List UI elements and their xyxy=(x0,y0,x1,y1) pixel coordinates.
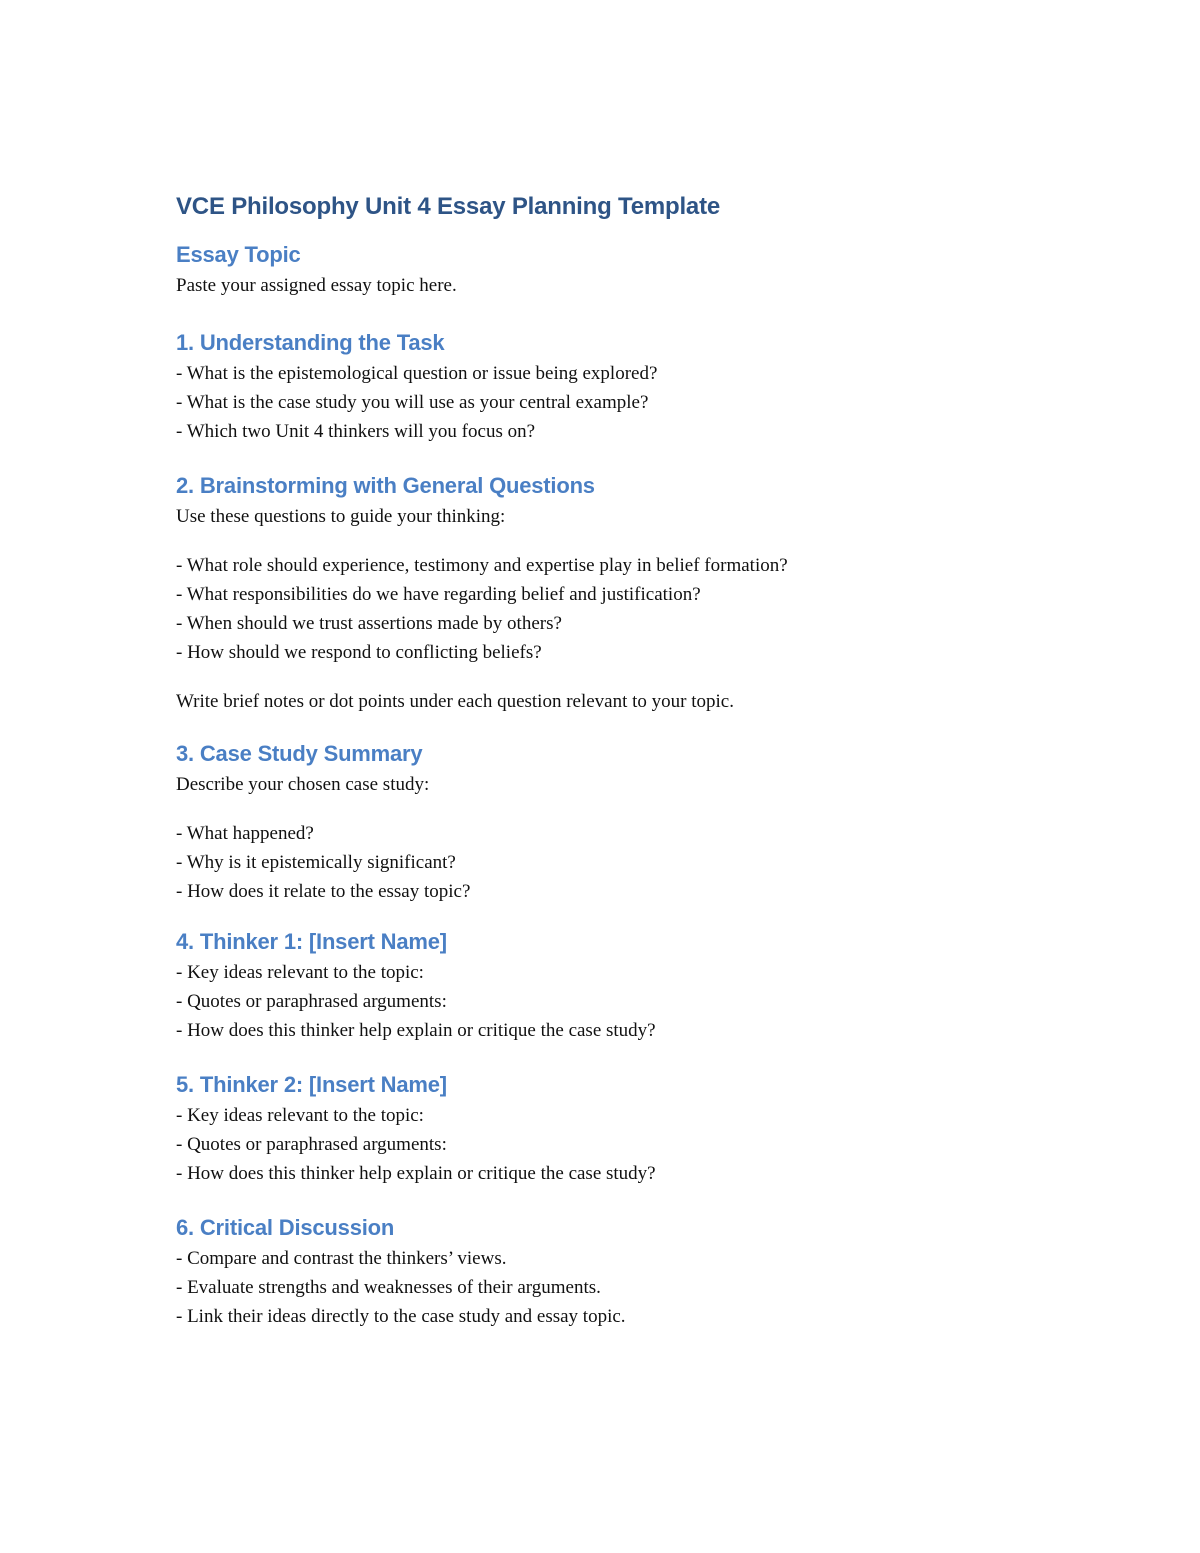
list-item: - What is the epistemological question or issue being explored? xyxy=(176,363,658,384)
list-item: - Quotes or paraphrased arguments: xyxy=(176,1134,447,1155)
list-item: - How should we respond to conflicting beliefs? xyxy=(176,642,542,663)
section-2-intro: Use these questions to guide your thinking: xyxy=(176,506,506,527)
list-item: - How does it relate to the essay topic? xyxy=(176,881,471,902)
section-2-note: Write brief notes or dot points under each question relevant to your topic. xyxy=(176,691,734,712)
section-2-list xyxy=(176,551,1036,667)
section-3-list xyxy=(176,819,1036,906)
section-3-intro: Describe your chosen case study: xyxy=(176,774,430,795)
list-item: - Key ideas relevant to the topic: xyxy=(176,962,424,983)
section-1-heading: 1. Understanding the Task xyxy=(176,330,445,355)
section-5-list xyxy=(176,1101,1036,1188)
list-item: - Link their ideas directly to the case study and essay topic. xyxy=(176,1306,626,1327)
list-item: - How does this thinker help explain or critique the case study? xyxy=(176,1020,656,1041)
list-item: - Compare and contrast the thinkers’ views. xyxy=(176,1248,507,1269)
section-4-list xyxy=(176,958,1036,1045)
section-2-heading: 2. Brainstorming with General Questions xyxy=(176,473,595,498)
list-item: - When should we trust assertions made by others? xyxy=(176,613,562,634)
list-item: - What is the case study you will use as your central example? xyxy=(176,392,649,413)
section-6-list xyxy=(176,1244,1036,1331)
list-item: - What happened? xyxy=(176,823,314,844)
section-6-heading: 6. Critical Discussion xyxy=(176,1215,395,1240)
list-item: - What role should experience, testimony and expertise play in belief formation? xyxy=(176,555,788,576)
section-5-heading: 5. Thinker 2: [Insert Name] xyxy=(176,1072,447,1097)
section-3-heading: 3. Case Study Summary xyxy=(176,741,423,766)
list-item: - Key ideas relevant to the topic: xyxy=(176,1105,424,1126)
list-item: - How does this thinker help explain or critique the case study? xyxy=(176,1163,656,1184)
list-item: - Why is it epistemically significant? xyxy=(176,852,456,873)
list-item: - Evaluate strengths and weaknesses of their arguments. xyxy=(176,1277,601,1298)
list-item: - Which two Unit 4 thinkers will you focus on? xyxy=(176,421,536,442)
section-1-list xyxy=(176,359,1036,446)
essay-topic-heading: Essay Topic xyxy=(176,242,301,267)
essay-topic-text: Paste your assigned essay topic here. xyxy=(176,275,457,296)
section-4-heading: 4. Thinker 1: [Insert Name] xyxy=(176,929,447,954)
list-item: - What responsibilities do we have regarding belief and justification? xyxy=(176,584,701,605)
list-item: - Quotes or paraphrased arguments: xyxy=(176,991,447,1012)
document-title: VCE Philosophy Unit 4 Essay Planning Template xyxy=(176,193,721,220)
document-page xyxy=(176,187,1036,1331)
